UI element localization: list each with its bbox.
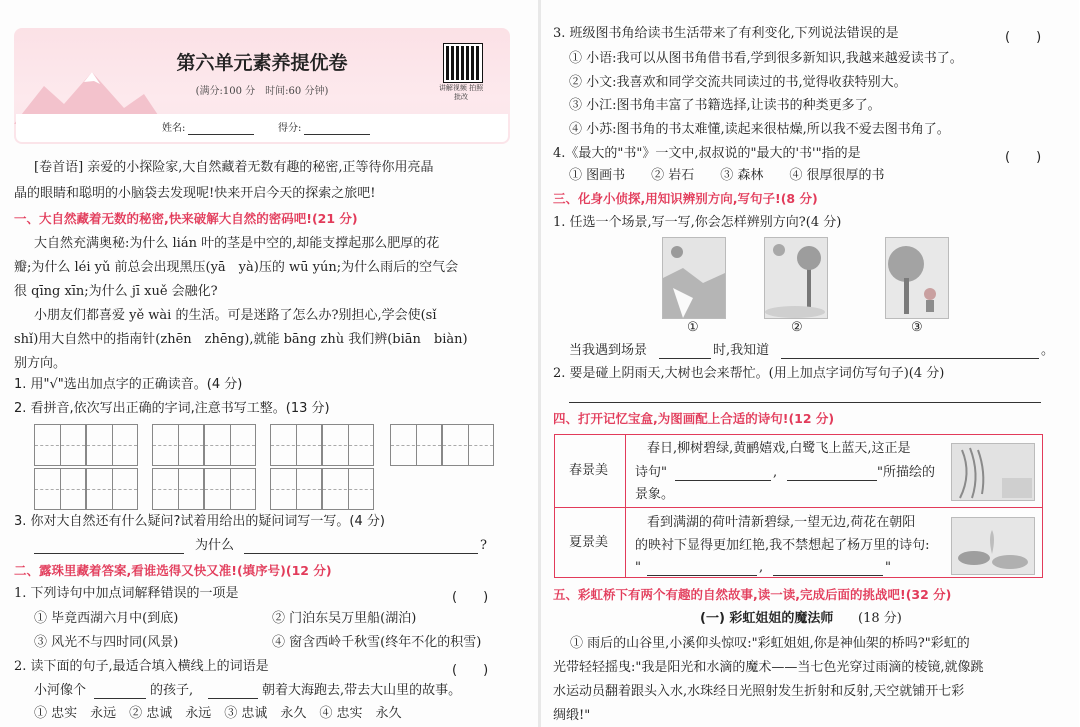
writing-grid[interactable] bbox=[204, 468, 256, 510]
writing-grid[interactable] bbox=[390, 424, 442, 466]
s2-q1-option-3: ③ 风光不与四时同(风景) bbox=[34, 635, 179, 650]
qr-code-icon bbox=[444, 44, 482, 82]
summer-line-2: 的映衬下显得更加红艳,我不禁想起了杨万里的诗句: bbox=[635, 538, 930, 553]
story-1-line-4: 绸缎!" bbox=[553, 708, 591, 723]
spring-label: 春景美 bbox=[569, 463, 609, 478]
summer-line-3b: , bbox=[759, 560, 764, 575]
left-page bbox=[0, 0, 538, 727]
story-1-line-3: 水运动员翻着跟头入水,水珠经日光照射发生折射和反射,天空就铺开七彩 bbox=[553, 684, 965, 699]
q3-question-mark: ? bbox=[480, 538, 487, 553]
summer-line-3c: " bbox=[885, 560, 891, 575]
spring-willow-image bbox=[951, 443, 1035, 501]
summer-line-3a: " bbox=[635, 560, 641, 575]
passage-2-line-1: 小朋友们都喜爱 yě wài 的生活。可是迷路了怎么办?别担心,学会使(sǐ bbox=[34, 308, 437, 323]
spring-line-2a: 诗句" bbox=[635, 465, 667, 480]
score-label: 得分: bbox=[278, 123, 302, 134]
writing-grid[interactable] bbox=[204, 424, 256, 466]
s3-q1-blank-1[interactable] bbox=[659, 346, 711, 359]
s2-question-3: 3. 班级图书角给读书生活带来了有利变化,下列说法错误的是 bbox=[553, 26, 899, 41]
s3-q1-sentence-a: 当我遇到场景 bbox=[569, 343, 648, 358]
summer-label: 夏景美 bbox=[569, 535, 609, 550]
s2-q2-options: ① 忠实 永远 ② 忠诚 永远 ③ 忠诚 永久 ④ 忠实 永久 bbox=[34, 706, 402, 721]
passage-2-line-3: 别方向。 bbox=[14, 356, 67, 371]
scene-3-label: ③ bbox=[911, 320, 923, 335]
spring-line-3: 景象。 bbox=[635, 487, 675, 502]
spring-blank-1[interactable] bbox=[675, 468, 771, 481]
writing-grid[interactable] bbox=[442, 424, 494, 466]
scene-1-label: ① bbox=[687, 320, 699, 335]
section-4-title: 四、打开记忆宝盒,为图画配上合适的诗句!(12 分) bbox=[553, 411, 835, 426]
s2-q1-option-1: ① 毕竟西湖六月中(到底) bbox=[34, 611, 179, 626]
s1-question-2: 2. 看拼音,依次写出正确的字词,注意书写工整。(13 分) bbox=[14, 401, 330, 416]
exam-subtitle: (满分:100 分 时间:60 分钟) bbox=[195, 86, 329, 97]
s3-q1-sentence-b: 时,我知道 bbox=[713, 343, 770, 358]
summer-blank-1[interactable] bbox=[647, 563, 757, 576]
s2-q2-sentence-c: 朝着大海跑去,带去大山里的故事。 bbox=[262, 683, 462, 698]
q3-question-word: 为什么 bbox=[195, 538, 235, 553]
section-2-title: 二、露珠里藏着答案,看谁选得又快又准!(填序号)(12 分) bbox=[14, 563, 332, 578]
s2-q1-option-2: ② 门泊东吴万里船(湖泊) bbox=[272, 611, 417, 626]
s2-q3-option-3: ③ 小江:图书角丰富了书籍选择,让读书的种类更多了。 bbox=[569, 98, 881, 113]
writing-grid[interactable] bbox=[270, 424, 322, 466]
scene-1-image bbox=[662, 237, 726, 319]
scene-2-label: ② bbox=[791, 320, 803, 335]
spring-line-2b: , bbox=[773, 465, 778, 480]
s2-q1-option-4: ④ 窗含西岭千秋雪(终年不化的积雪) bbox=[272, 635, 482, 650]
s2-q3-option-1: ① 小语:我可以从图书角借书看,学到很多新知识,我越来越爱读书了。 bbox=[569, 51, 963, 66]
summer-line-1: 看到满湖的荷叶清新碧绿,一望无边,荷花在朝阳 bbox=[647, 515, 916, 530]
passage-1-line-1: 大自然充满奥秘:为什么 lián 叶的茎是中空的,却能支撑起那么肥厚的花 bbox=[34, 236, 440, 251]
section-3-title: 三、化身小侦探,用知识辨别方向,写句子!(8 分) bbox=[553, 191, 818, 206]
scene-2-image bbox=[764, 237, 828, 319]
spring-line-1: 春日,柳树碧绿,黄鹂嬉戏,白鹭飞上蓝天,这正是 bbox=[647, 441, 911, 456]
s3-question-1: 1. 任选一个场景,写一写,你会怎样辨别方向?(4 分) bbox=[553, 215, 842, 230]
s2-q3-answer-paren[interactable]: ( ) bbox=[1005, 30, 1042, 45]
exam-header bbox=[14, 28, 510, 144]
story-1-line-2: 光带轻轻摇曳:"我是阳光和水滴的魔术——当七色光穿过雨滴的棱镜,就像跳 bbox=[553, 660, 984, 675]
s2-q4-answer-paren[interactable]: ( ) bbox=[1005, 150, 1042, 165]
spring-blank-2[interactable] bbox=[787, 468, 877, 481]
s3-question-2: 2. 要是碰上阴雨天,大树也会来帮忙。(用上加点字词仿写句子)(4 分) bbox=[553, 366, 945, 381]
summer-lotus-image bbox=[951, 517, 1035, 575]
s2-q2-blank-2[interactable] bbox=[208, 686, 258, 699]
writing-grid[interactable] bbox=[322, 424, 374, 466]
story-1-title: (一) 彩虹姐姐的魔法师 bbox=[700, 611, 834, 626]
name-label: 姓名: bbox=[162, 123, 186, 134]
writing-grid[interactable] bbox=[86, 424, 138, 466]
s2-q4-options: ① 图画书 ② 岩石 ③ 森林 ④ 很厚很厚的书 bbox=[569, 168, 885, 183]
qr-caption: 讲解视频 拍照批改 bbox=[438, 84, 484, 101]
s2-question-2: 2. 读下面的句子,最适合填入横线上的词语是 bbox=[14, 659, 269, 674]
story-1-line-1: ① 雨后的山谷里,小溪仰头惊叹:"彩虹姐姐,你是神仙架的桥吗?"彩虹的 bbox=[570, 636, 970, 651]
poem-matching-table bbox=[554, 434, 1043, 578]
s3-q1-end: 。 bbox=[1041, 343, 1055, 358]
q3-blank-1[interactable] bbox=[34, 541, 184, 554]
s1-question-3: 3. 你对大自然还有什么疑问?试着用给出的疑问词写一写。(4 分) bbox=[14, 514, 385, 529]
writing-grid[interactable] bbox=[152, 424, 204, 466]
writing-grid[interactable] bbox=[86, 468, 138, 510]
section-5-title: 五、彩虹桥下有两个有趣的自然故事,读一读,完成后面的挑战吧!(32 分) bbox=[553, 587, 952, 602]
passage-1-line-3: 很 qīng xīn;为什么 jī xuě 会融化? bbox=[14, 284, 218, 299]
writing-grid[interactable] bbox=[270, 468, 322, 510]
writing-grid[interactable] bbox=[152, 468, 204, 510]
score-field[interactable] bbox=[304, 122, 370, 135]
scene-3-image bbox=[885, 237, 949, 319]
summer-blank-2[interactable] bbox=[773, 563, 883, 576]
s3-q2-blank[interactable] bbox=[569, 390, 1041, 403]
s2-q3-option-4: ④ 小苏:图书角的书太难懂,读起来很枯燥,所以我不爱去图书角了。 bbox=[569, 122, 950, 137]
s2-question-4: 4.《最大的"书"》一文中,叔叔说的"最大的'书'"指的是 bbox=[553, 146, 861, 161]
passage-1-line-2: 瓣;为什么 léi yǔ 前总会出现黑压(yā yà)压的 wū yún;为什么雨后的空气会 bbox=[14, 260, 459, 275]
writing-grid[interactable] bbox=[34, 424, 86, 466]
s1-question-1: 1. 用"√"选出加点字的正确读音。(4 分) bbox=[14, 377, 243, 392]
section-1-title: 一、大自然藏着无数的秘密,快来破解大自然的密码吧!(21 分) bbox=[14, 211, 358, 226]
intro-line-2: 晶的眼睛和聪明的小脑袋去发现呢!快来开启今天的探索之旅吧! bbox=[14, 186, 376, 201]
spring-line-2c: "所描绘的 bbox=[877, 465, 935, 480]
s2-q2-sentence-b: 的孩子, bbox=[150, 683, 194, 698]
s2-q1-answer-paren[interactable]: ( ) bbox=[452, 590, 489, 605]
intro-line-1: [卷首语] 亲爱的小探险家,大自然藏着无数有趣的秘密,正等待你用亮晶 bbox=[34, 160, 434, 175]
exam-title: 第六单元素养提优卷 bbox=[176, 52, 348, 74]
s2-q3-option-2: ② 小文:我喜欢和同学交流共同读过的书,觉得收获特别大。 bbox=[569, 75, 907, 90]
writing-grid[interactable] bbox=[34, 468, 86, 510]
name-field[interactable] bbox=[188, 122, 254, 135]
s2-question-1: 1. 下列诗句中加点词解释错误的一项是 bbox=[14, 586, 239, 601]
story-1-score: (18 分) bbox=[858, 611, 902, 626]
s2-q2-sentence-a: 小河像个 bbox=[34, 683, 87, 698]
writing-grid[interactable] bbox=[322, 468, 374, 510]
name-score-bar bbox=[16, 114, 508, 142]
s2-q2-blank-1[interactable] bbox=[94, 686, 146, 699]
q3-blank-2[interactable] bbox=[244, 541, 478, 554]
s2-q2-answer-paren[interactable]: ( ) bbox=[452, 663, 489, 678]
passage-2-line-2: shǐ)用大自然中的指南针(zhēn zhēng),就能 bāng zhù 我们辨(biān biàn) bbox=[14, 332, 468, 347]
s3-q1-blank-2[interactable] bbox=[781, 346, 1039, 359]
